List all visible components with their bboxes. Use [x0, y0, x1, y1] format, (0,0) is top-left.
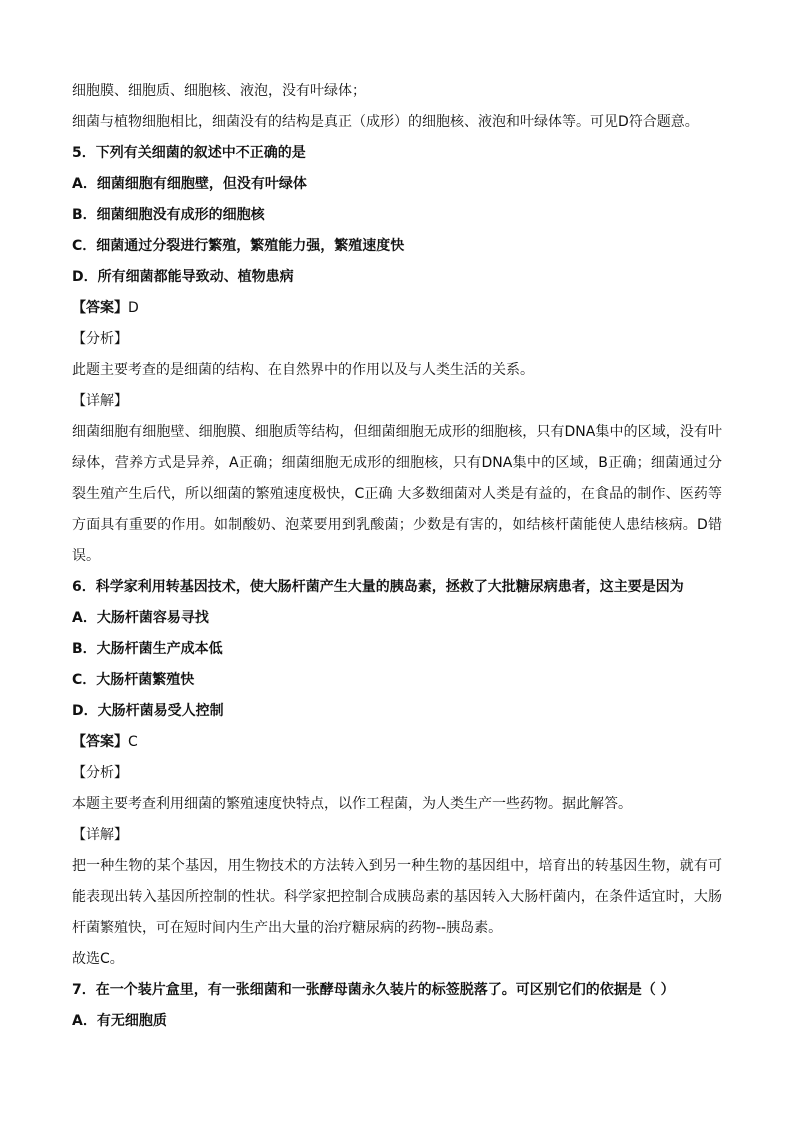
q6-option-c: C．大肠杆菌繁殖快 — [72, 672, 195, 688]
answer-label: 【答案】 — [72, 734, 128, 750]
q6-option-d: D．大肠杆菌易受人控制 — [72, 703, 224, 719]
q5-option-d: D．所有细菌都能导致动、植物患病 — [72, 269, 294, 285]
q5-detail-text: 细菌细胞有细胞壁、细胞膜、细胞质等结构，但细菌细胞无成形的细胞核，只有DNA集中的区域，没有叶绿体，营养方式是异养，A正确；细菌细胞无成形的细胞核，只有DNA集中的区域，B正确；细菌通过分裂生殖产生后代，所以细菌的繁殖速度极快，C正确 大多数细菌对人类是有益的，在食品的制作、医药等方面具有重要的作用。如制酸奶、泡菜要用到乳酸菌；少数是有害的，如结核杆菌能使人患结核病。D错误。 — [72, 424, 722, 564]
q5-option-a: A．细菌细胞有细胞壁，但没有叶绿体 — [72, 176, 307, 192]
answer-value: C — [128, 734, 138, 750]
question-5: 5．下列有关细菌的叙述中不正确的是 — [72, 145, 306, 161]
question-6: 6．科学家利用转基因技术，使大肠杆菌产生大量的胰岛素，拯救了大批糖尿病患者，这主要是因为 — [72, 579, 684, 595]
q6-conclusion: 故选C。 — [72, 951, 124, 967]
q6-detail-text: 把一种生物的某个基因，用生物技术的方法转入到另一种生物的基因组中，培育出的转基因生物，就有可能表现出转入基因所控制的性状。科学家把控制合成胰岛素的基因转入大肠杆菌内，在条件适宜时，大肠杆菌繁殖快，可在短时间内生产出大量的治疗糖尿病的药物--胰岛素。 — [72, 858, 722, 936]
document-page — [72, 76, 722, 1037]
q6-answer — [72, 727, 722, 758]
answer-value: D — [128, 300, 139, 316]
q5-analysis-label: 【分析】 — [72, 331, 128, 347]
q5-detail-label: 【详解】 — [72, 393, 128, 409]
q6-detail-label: 【详解】 — [72, 827, 128, 843]
q5-option-b: B．细菌细胞没有成形的细胞核 — [72, 207, 265, 223]
question-7: 7．在一个装片盒里，有一张细菌和一张酵母菌永久装片的标签脱落了。可区别它们的依据是（ ） — [72, 982, 675, 998]
intro-line-2: 细菌与植物细胞相比，细菌没有的结构是真正（成形）的细胞核、液泡和叶绿体等。可见D符合题意。 — [72, 114, 699, 130]
q5-analysis-text: 此题主要考查的是细菌的结构、在自然界中的作用以及与人类生活的关系。 — [72, 362, 534, 378]
q6-option-b: B．大肠杆菌生产成本低 — [72, 641, 223, 657]
q6-option-a: A．大肠杆菌容易寻找 — [72, 610, 209, 626]
intro-line-1: 细胞膜、细胞质、细胞核、液泡，没有叶绿体； — [72, 83, 366, 99]
q6-analysis-label: 【分析】 — [72, 765, 128, 781]
answer-label: 【答案】 — [72, 300, 128, 316]
q7-option-a: A．有无细胞质 — [72, 1013, 167, 1029]
q6-analysis-text: 本题主要考查利用细菌的繁殖速度快特点，以作工程菌，为人类生产一些药物。据此解答。 — [72, 796, 632, 812]
q5-answer — [72, 293, 722, 324]
q5-option-c: C．细菌通过分裂进行繁殖，繁殖能力强，繁殖速度快 — [72, 238, 405, 254]
